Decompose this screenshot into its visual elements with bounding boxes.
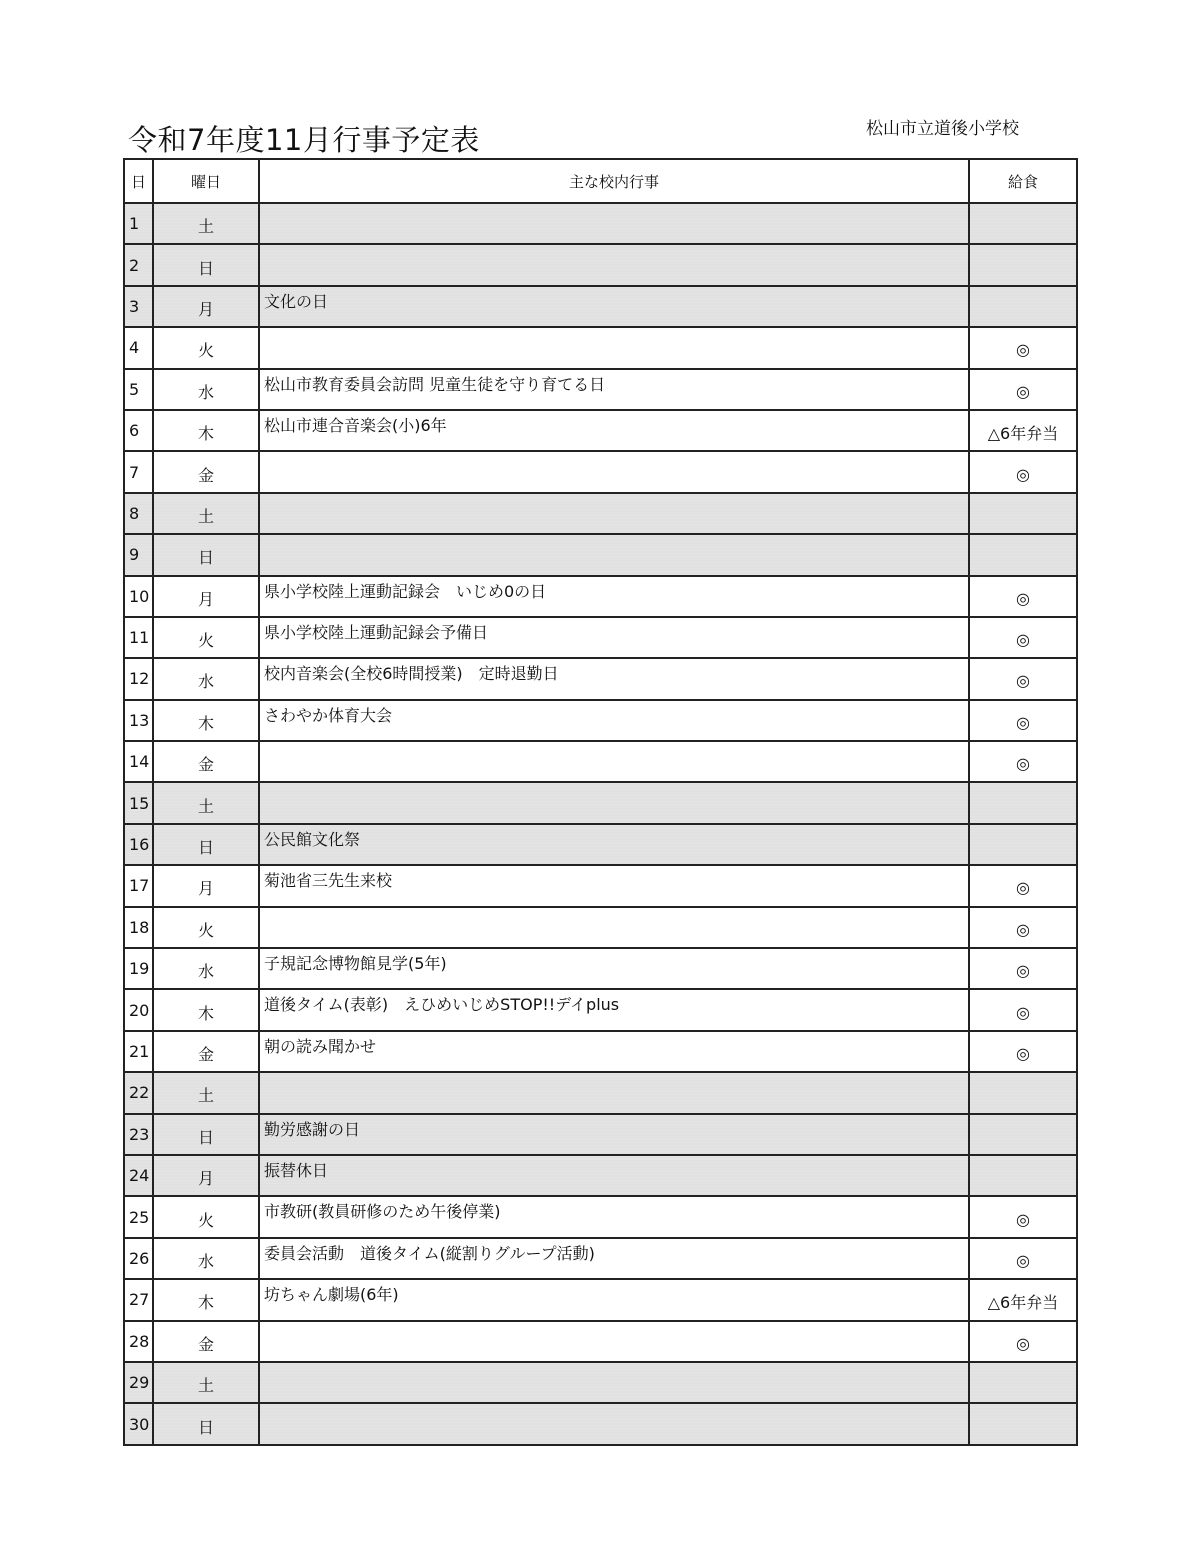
weekday-cell: 火 [153,907,259,948]
table-row [124,658,1077,699]
day-cell: 18 [124,907,153,948]
lunch-cell: ◎ [969,327,1077,368]
lunch-cell [969,286,1077,327]
table-row [124,1279,1077,1320]
day-cell: 12 [124,658,153,699]
weekday-cell: 土 [153,782,259,823]
event-cell: 松山市教育委員会訪問 児童生徒を守り育てる日 [259,369,969,410]
day-cell: 7 [124,451,153,492]
day-cell: 24 [124,1155,153,1196]
lunch-cell [969,782,1077,823]
lunch-cell: ◎ [969,1238,1077,1279]
event-cell: 朝の読み聞かせ [259,1031,969,1072]
weekday-cell: 日 [153,244,259,285]
header-day: 日 [124,159,153,203]
day-cell: 28 [124,1321,153,1362]
table-header-row [124,159,1077,203]
weekday-cell: 土 [153,203,259,244]
table-row [124,286,1077,327]
lunch-cell: ◎ [969,989,1077,1030]
day-cell: 8 [124,493,153,534]
event-cell: 振替休日 [259,1155,969,1196]
lunch-cell: ◎ [969,369,1077,410]
day-cell: 23 [124,1114,153,1155]
event-cell: 県小学校陸上運動記録会 いじめ0の日 [259,576,969,617]
school-name: 松山市立道後小学校 [866,119,1019,139]
day-cell: 2 [124,244,153,285]
day-cell: 22 [124,1072,153,1113]
weekday-cell: 木 [153,989,259,1030]
event-cell: 子規記念博物館見学(5年) [259,948,969,989]
event-cell: 県小学校陸上運動記録会予備日 [259,617,969,658]
weekday-cell: 木 [153,410,259,451]
header-events: 主な校内行事 [259,159,969,203]
table-row [124,327,1077,368]
table-row [124,1196,1077,1237]
weekday-cell: 水 [153,1238,259,1279]
event-cell [259,203,969,244]
weekday-cell: 水 [153,948,259,989]
day-cell: 6 [124,410,153,451]
weekday-cell: 金 [153,741,259,782]
weekday-cell: 月 [153,286,259,327]
event-cell [259,327,969,368]
lunch-cell [969,1155,1077,1196]
table-row [124,244,1077,285]
lunch-cell [969,824,1077,865]
event-cell: 道後タイム(表彰) えひめいじめSTOP!!デイplus [259,989,969,1030]
table-row [124,1072,1077,1113]
day-cell: 13 [124,700,153,741]
event-cell: 坊ちゃん劇場(6年) [259,1279,969,1320]
event-cell [259,1321,969,1362]
event-cell: さわやか体育大会 [259,700,969,741]
event-cell [259,1362,969,1403]
weekday-cell: 木 [153,1279,259,1320]
event-cell: 菊池省三先生来校 [259,865,969,906]
lunch-cell [969,244,1077,285]
table-row [124,1114,1077,1155]
weekday-cell: 月 [153,1155,259,1196]
lunch-cell: △6年弁当 [969,410,1077,451]
event-cell [259,1072,969,1113]
day-cell: 4 [124,327,153,368]
event-cell: 公民館文化祭 [259,824,969,865]
lunch-cell [969,1403,1077,1444]
lunch-cell: ◎ [969,617,1077,658]
lunch-cell: ◎ [969,700,1077,741]
day-cell: 20 [124,989,153,1030]
lunch-cell: ◎ [969,1031,1077,1072]
table-row [124,1321,1077,1362]
day-cell: 10 [124,576,153,617]
day-cell: 17 [124,865,153,906]
day-cell: 25 [124,1196,153,1237]
lunch-cell: ◎ [969,1321,1077,1362]
header-lunch: 給食 [969,159,1077,203]
lunch-cell [969,1072,1077,1113]
event-cell [259,741,969,782]
table-row [124,203,1077,244]
header-weekday: 曜日 [153,159,259,203]
weekday-cell: 火 [153,327,259,368]
weekday-cell: 土 [153,1362,259,1403]
day-cell: 5 [124,369,153,410]
event-cell: 市教研(教員研修のため午後停業) [259,1196,969,1237]
table-row [124,1362,1077,1403]
schedule-table [123,158,1078,1446]
lunch-cell: ◎ [969,907,1077,948]
weekday-cell: 日 [153,534,259,575]
event-cell [259,907,969,948]
day-cell: 19 [124,948,153,989]
event-cell [259,451,969,492]
day-cell: 14 [124,741,153,782]
day-cell: 3 [124,286,153,327]
table-row [124,534,1077,575]
weekday-cell: 金 [153,451,259,492]
lunch-cell [969,493,1077,534]
table-row [124,782,1077,823]
weekday-cell: 日 [153,1114,259,1155]
table-row [124,824,1077,865]
table-row [124,741,1077,782]
weekday-cell: 日 [153,824,259,865]
lunch-cell [969,1362,1077,1403]
day-cell: 11 [124,617,153,658]
lunch-cell: ◎ [969,948,1077,989]
weekday-cell: 水 [153,369,259,410]
lunch-cell: ◎ [969,741,1077,782]
table-row [124,948,1077,989]
lunch-cell: △6年弁当 [969,1279,1077,1320]
table-row [124,989,1077,1030]
page-title: 令和7年度11月行事予定表 [128,123,480,157]
weekday-cell: 火 [153,617,259,658]
lunch-cell [969,534,1077,575]
day-cell: 1 [124,203,153,244]
weekday-cell: 木 [153,700,259,741]
weekday-cell: 土 [153,1072,259,1113]
lunch-cell: ◎ [969,865,1077,906]
event-cell [259,1403,969,1444]
weekday-cell: 金 [153,1321,259,1362]
lunch-cell [969,1114,1077,1155]
lunch-cell: ◎ [969,576,1077,617]
day-cell: 27 [124,1279,153,1320]
day-cell: 29 [124,1362,153,1403]
day-cell: 30 [124,1403,153,1444]
weekday-cell: 水 [153,658,259,699]
day-cell: 21 [124,1031,153,1072]
table-row [124,451,1077,492]
day-cell: 9 [124,534,153,575]
weekday-cell: 金 [153,1031,259,1072]
table-row [124,1403,1077,1444]
event-cell [259,244,969,285]
weekday-cell: 月 [153,865,259,906]
weekday-cell: 月 [153,576,259,617]
table-row [124,576,1077,617]
table-row [124,369,1077,410]
table-row [124,865,1077,906]
table-row [124,1155,1077,1196]
weekday-cell: 火 [153,1196,259,1237]
event-cell [259,493,969,534]
table-row [124,700,1077,741]
day-cell: 15 [124,782,153,823]
table-row [124,1031,1077,1072]
event-cell: 校内音楽会(全校6時間授業) 定時退勤日 [259,658,969,699]
table-row [124,617,1077,658]
weekday-cell: 土 [153,493,259,534]
weekday-cell: 日 [153,1403,259,1444]
day-cell: 26 [124,1238,153,1279]
day-cell: 16 [124,824,153,865]
table-row [124,410,1077,451]
lunch-cell [969,203,1077,244]
event-cell: 文化の日 [259,286,969,327]
event-cell [259,782,969,823]
table-row [124,1238,1077,1279]
event-cell: 勤労感謝の日 [259,1114,969,1155]
lunch-cell: ◎ [969,451,1077,492]
event-cell: 委員会活動 道後タイム(縦割りグループ活動) [259,1238,969,1279]
event-cell: 松山市連合音楽会(小)6年 [259,410,969,451]
lunch-cell: ◎ [969,658,1077,699]
table-row [124,907,1077,948]
lunch-cell: ◎ [969,1196,1077,1237]
event-cell [259,534,969,575]
table-row [124,493,1077,534]
